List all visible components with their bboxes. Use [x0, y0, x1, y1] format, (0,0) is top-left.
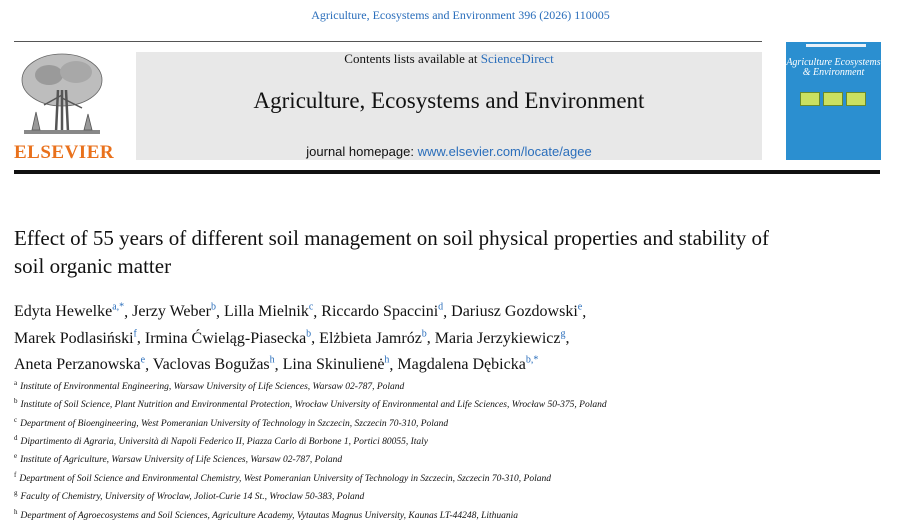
header-rule [14, 41, 762, 42]
affiliation: $^g$ Faculty of Chemistry, University of Wroclaw, Joliot-Curie 14 St., Wroclaw 50-383, Poland [14, 489, 365, 503]
author[interactable]: Lina Skinulienė$^h$ [282, 354, 390, 373]
citation-link[interactable]: Agriculture, Ecosystems and Environment 396 (2026) 110005 [311, 8, 610, 22]
affiliation-list [14, 376, 894, 523]
author[interactable]: Jerzy Weber$^b$ [132, 302, 216, 321]
affiliation: $^f$ Department of Soil Science and Environmental Chemistry, West Pomeranian University of Technology in Szczecin, Szczecin 70-310, Poland [14, 470, 551, 484]
affiliation: $^e$ Institute of Agriculture, Warsaw University of Life Sciences, Warsaw 02-787, Poland [14, 452, 343, 466]
elsevier-logo [14, 50, 115, 163]
homepage-line [136, 144, 762, 159]
sciencedirect-link[interactable]: ScienceDirect [480, 51, 554, 66]
cover-stripe [806, 44, 866, 47]
affiliation: $^c$ Department of Bioengineering, West Pomeranian University of Technology in Szczecin, Szczecin 70-310, Poland [14, 415, 449, 429]
homepage-prefix: journal homepage: [306, 144, 418, 159]
tree-icon [14, 50, 110, 138]
journal-cover[interactable] [786, 42, 881, 160]
author[interactable]: Lilla Mielnik$^c$ [223, 302, 314, 321]
header-thick-rule [14, 170, 880, 174]
author[interactable]: Marek Podlasiński$^f$ [14, 328, 137, 347]
publisher-name: ELSEVIER [14, 142, 115, 163]
author[interactable]: Elżbieta Jamróz$^b$ [319, 328, 427, 347]
cover-images [800, 92, 866, 106]
contents-prefix: Contents lists available at [344, 51, 481, 66]
author[interactable]: Dariusz Gozdowski$^e$ [451, 302, 583, 321]
author[interactable]: Magdalena Dębicka$^{b,*}$ [397, 354, 539, 373]
author[interactable]: Irmina Ćwieląg-Piasecka$^b$ [144, 328, 312, 347]
author[interactable]: Maria Jerzykiewicz$^g$ [434, 328, 566, 347]
affiliation: $^a$ Institute of Environmental Engineering, Warsaw University of Life Sciences, Warsaw 02-787, Poland [14, 379, 405, 393]
homepage-link[interactable]: www.elsevier.com/locate/agee [417, 144, 592, 159]
author[interactable]: Aneta Perzanowska$^e$ [14, 354, 146, 373]
cover-title: Agriculture Ecosystems & Environment [786, 57, 881, 78]
journal-title: Agriculture, Ecosystems and Environment [253, 88, 645, 113]
author[interactable]: Riccardo Spaccini$^d$ [321, 302, 444, 321]
affiliation: $^d$ Dipartimento di Agraria, Università di Napoli Federico II, Piazza Carlo di Borbone 1, Portici 80055, Italy [14, 434, 429, 448]
author[interactable]: Vaclovas Bogužas$^h$ [152, 354, 275, 373]
article-title: Effect of 55 years of different soil management on soil physical properties and stability of soil organic matter [14, 226, 770, 278]
affiliation: $^h$ Department of Agroecosystems and Soil Sciences, Agriculture Academy, Vytautas Magnus University, Kaunas LT-44248, Lithuania [14, 507, 519, 521]
author-list: Edyta Hewelke$^{a,*}$, Jerzy Weber$^b$, Lilla Mielnik$^c$, Riccardo Spaccini$^d$, Dariusz Gozdowski$^e$, Marek Podlasiński$^f$, Irmina Ćwieląg-Piasecka$^b$, Elżbieta Jamróz$^b$, Maria Jerzykiewicz$^g$, Aneta Perzanowska$^e$, Vaclovas Bogužas$^h$, Lina Skinulienė$^h$, Magdalena Dębicka$^{b,*}$ [14, 302, 587, 373]
author[interactable]: Edyta Hewelke$^{a,*}$ [14, 302, 125, 321]
affiliation: $^b$ Institute of Soil Science, Plant Nutrition and Environmental Protection, Wrocław University of Environmental and Life Sciences, Wrocław 50-375, Poland [14, 397, 607, 411]
contents-line [136, 51, 762, 67]
